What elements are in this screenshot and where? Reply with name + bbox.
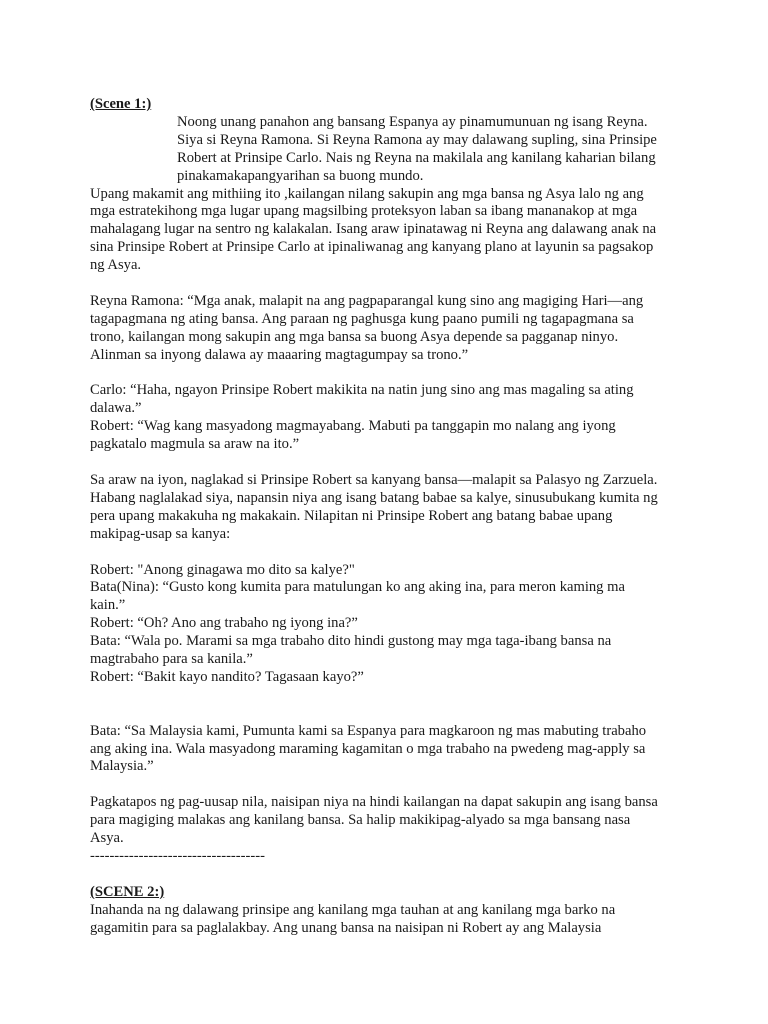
text-line: tagapagmana ng ating bansa. Ang paraan ng paghusga kung paano pumili ng tagapagmana sa bbox=[90, 310, 634, 327]
text-line: trono, kailangan mong sakupin ang mga bansa sa buong Asya depende sa pagganap ninyo. bbox=[90, 328, 619, 345]
paragraph bbox=[90, 472, 690, 544]
text-line: Reyna Ramona: “Mga anak, malapit na ang pagpaparangal kung sino ang magiging Hari—ang bbox=[90, 292, 644, 309]
text-line: ang aking ina. Wala masyadong maraming kagamitan o mga trabaho na pwedeng mag-apply sa bbox=[90, 740, 646, 757]
document-page bbox=[90, 96, 690, 937]
text-line: Inahanda na ng dalawang prinsipe ang kanilang mga tauhan at ang kanilang mga barko na bbox=[90, 901, 616, 918]
text-line: Pagkatapos ng pag-uusap nila, naisipan niya na hindi kailangan na dapat sakupin ang isang bansa bbox=[90, 794, 658, 811]
text-line: pinakamakapangyarihan sa buong mundo. bbox=[177, 167, 424, 184]
text-line: Asya. bbox=[90, 830, 124, 847]
text-line: Robert: “Wag kang masyadong magmayabang. Mabuti pa tanggapin mo nalang ang iyong bbox=[90, 418, 616, 435]
text-line: pagkatalo magmula sa araw na ito.” bbox=[90, 436, 300, 453]
text-line: mga estratekihong mga lugar upang magsilbing proteksyon laban sa ibang mananakop at mga bbox=[90, 203, 638, 220]
text-line: para magiging malakas ang kanilang bansa. Sa halip makikipag-alyado sa mga bansang nasa bbox=[90, 812, 631, 829]
text-line: pera upang makakuha ng makakain. Nilapitan ni Prinsipe Robert ang batang babae upang bbox=[90, 507, 613, 524]
text-line: Carlo: “Haha, ngayon Prinsipe Robert makikita na natin jung sino ang mas magaling sa ating bbox=[90, 382, 634, 399]
text-line: Sa araw na iyon, naglakad si Prinsipe Robert sa kanyang bansa—malapit sa Palasyo ng Zarzuela. bbox=[90, 471, 658, 488]
paragraph bbox=[90, 723, 690, 777]
text-line: Robert: "Anong ginagawa mo dito sa kalye?" bbox=[90, 561, 355, 578]
text-line: Bata: “Sa Malaysia kami, Pumunta kami sa Espanya para magkaroon ng mas mabuting trabaho bbox=[90, 722, 647, 739]
text-line: Upang makamit ang mithiing ito ,kailangan nilang sakupin ang mga bansa ng Asya lalo ng ang bbox=[90, 185, 644, 202]
text-line: Bata: “Wala po. Marami sa mga trabaho dito hindi gustong may mga taga-ibang bansa na bbox=[90, 633, 612, 650]
paragraph bbox=[90, 902, 690, 938]
scene-1-intro bbox=[177, 114, 690, 186]
text-line: dalawa.” bbox=[90, 400, 142, 417]
scene-1-heading: (Scene 1:) bbox=[90, 96, 152, 112]
scene-2-heading: (SCENE 2:) bbox=[90, 883, 165, 900]
text-line: Robert at Prinsipe Carlo. Nais ng Reyna na makilala ang kanilang kaharian bilang bbox=[177, 149, 656, 166]
text-line: mahalagang lugar na sentro ng kalakalan. Isang araw ipinatawag ni Reyna ang dalawang anak na bbox=[90, 221, 657, 238]
paragraph bbox=[90, 186, 690, 276]
paragraph bbox=[90, 562, 690, 687]
text-line: gagamitin para sa paglalakbay. Ang unang bansa na naisipan ni Robert ay ang Malaysia bbox=[90, 919, 602, 936]
text-line: Bata(Nina): “Gusto kong kumita para matulungan ko ang aking ina, para meron kaming ma bbox=[90, 579, 625, 596]
text-line: sina Prinsipe Robert at Prinsipe Carlo at ipinaliwanag ang kanyang plano at layunin sa pagsakop bbox=[90, 239, 654, 256]
text-line: Alinman sa inyong dalawa ay maaaring magtagumpay sa trono.” bbox=[90, 346, 469, 363]
text-line: Robert: “Oh? Ano ang trabaho ng iyong ina?” bbox=[90, 615, 358, 632]
text-line: makipag-usap sa kanya: bbox=[90, 525, 231, 542]
paragraph bbox=[90, 382, 690, 454]
paragraph bbox=[90, 794, 690, 848]
text-line: ng Asya. bbox=[90, 257, 142, 274]
section-divider: ------------------------------------ bbox=[90, 847, 265, 864]
text-line: Robert: “Bakit kayo nandito? Tagasaan kayo?” bbox=[90, 668, 364, 685]
text-line: Habang naglalakad siya, napansin niya ang isang batang babae sa kalye, sinusubukang kumita ng bbox=[90, 489, 658, 506]
text-line: Noong unang panahon ang bansang Espanya ay pinamumunuan ng isang Reyna. bbox=[177, 113, 648, 130]
text-line: magtrabaho para sa kanila.” bbox=[90, 651, 253, 668]
paragraph bbox=[90, 293, 690, 365]
text-line: Siya si Reyna Ramona. Si Reyna Ramona ay may dalawang supling, sina Prinsipe bbox=[177, 131, 657, 148]
text-line: kain.” bbox=[90, 597, 126, 614]
text-line: Malaysia.” bbox=[90, 758, 154, 775]
